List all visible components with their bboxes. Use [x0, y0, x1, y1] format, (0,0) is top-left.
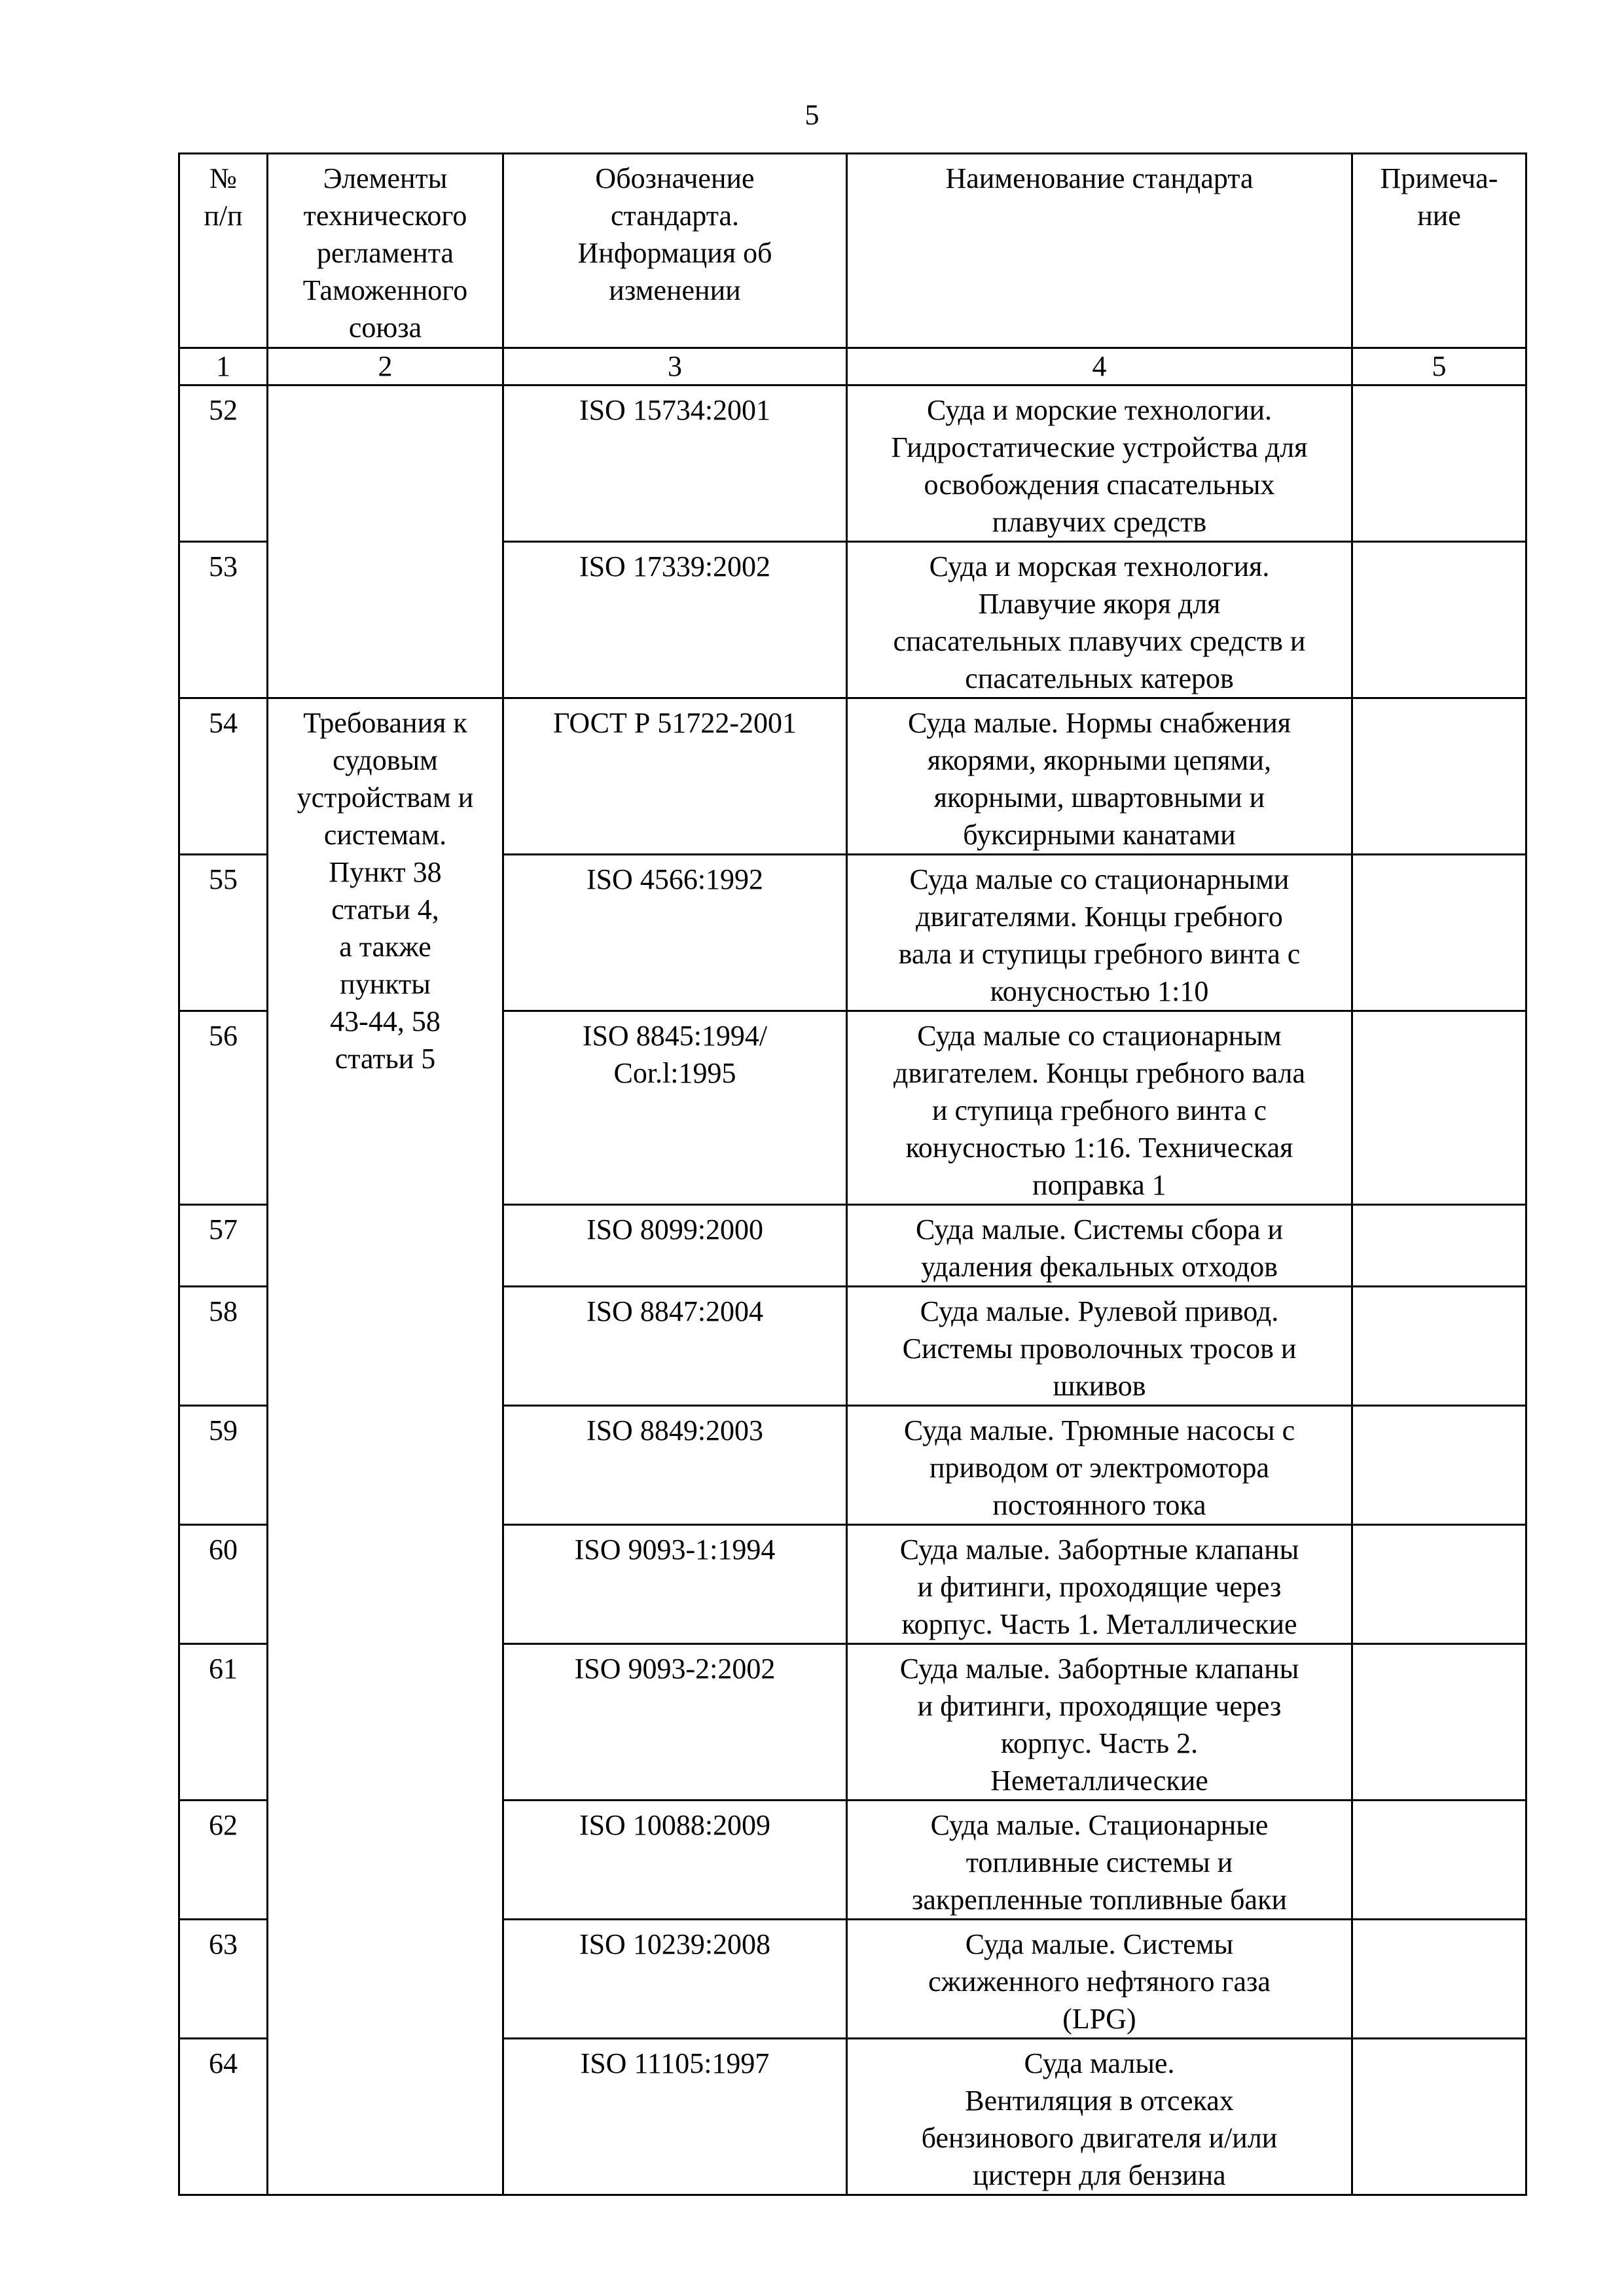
note-cell: [1352, 698, 1526, 855]
row-number: 57: [179, 1205, 268, 1287]
standard-designation: ISO 9093-1:1994: [503, 1525, 847, 1644]
table-row: [179, 386, 1526, 542]
note-cell: [1352, 1205, 1526, 1287]
table-header-row: [179, 154, 1526, 348]
column-number: 5: [1352, 348, 1526, 386]
header-standard-designation: Обозначение стандарта. Информация об изменении: [503, 154, 847, 348]
note-cell: [1352, 386, 1526, 542]
standard-name: Суда малые. Вентиляция в отсеках бензинового двигателя и/или цистерн для бензина: [847, 2039, 1352, 2195]
standard-designation: ISO 8099:2000: [503, 1205, 847, 1287]
row-number: 54: [179, 698, 268, 855]
header-number: № п/п: [179, 154, 268, 348]
standard-designation: ISO 4566:1992: [503, 855, 847, 1011]
note-cell: [1352, 1011, 1526, 1205]
row-number: 60: [179, 1525, 268, 1644]
standard-name: Суда малые. Системы сжиженного нефтяного газа (LPG): [847, 1920, 1352, 2039]
standard-designation: ISO 8847:2004: [503, 1287, 847, 1406]
row-number: 53: [179, 542, 268, 698]
standard-name: Суда малые. Забортные клапаны и фитинги, проходящие через корпус. Часть 1. Металлические: [847, 1525, 1352, 1644]
row-number: 52: [179, 386, 268, 542]
header-note: Примеча- ние: [1352, 154, 1526, 348]
row-number: 59: [179, 1406, 268, 1525]
row-number: 62: [179, 1801, 268, 1920]
standard-name: Суда малые. Забортные клапаны и фитинги, проходящие через корпус. Часть 2. Неметаллические: [847, 1644, 1352, 1801]
note-cell: [1352, 542, 1526, 698]
regulation-element-text: Требования к судовым устройствам и системам. Пункт 38 статьи 4, а также пункты 43-44, 58 статьи 5: [297, 707, 474, 1075]
row-number: 56: [179, 1011, 268, 1205]
table-row: [179, 698, 1526, 855]
row-number: 64: [179, 2039, 268, 2195]
standard-name: Суда и морские технологии. Гидростатические устройства для освобождения спасательных плавучих средств: [847, 386, 1352, 542]
standard-name: Суда малые. Системы сбора и удаления фекальных отходов: [847, 1205, 1352, 1287]
standard-designation: ISO 10239:2008: [503, 1920, 847, 2039]
standard-designation: ISO 11105:1997: [503, 2039, 847, 2195]
row-number: 61: [179, 1644, 268, 1801]
note-cell: [1352, 1406, 1526, 1525]
standard-name: Суда малые. Трюмные насосы с приводом от электромотора постоянного тока: [847, 1406, 1352, 1525]
standard-designation: ISO 17339:2002: [503, 542, 847, 698]
standard-name: Суда и морская технология. Плавучие якоря для спасательных плавучих средств и спасательных катеров: [847, 542, 1352, 698]
standard-name: Суда малые. Рулевой привод. Системы проволочных тросов и шкивов: [847, 1287, 1352, 1406]
note-cell: [1352, 855, 1526, 1011]
header-regulation-elements: Элементы технического регламента Таможенного союза: [268, 154, 503, 348]
note-cell: [1352, 1801, 1526, 1920]
column-number: 1: [179, 348, 268, 386]
standard-name: Суда малые. Нормы снабжения якорями, якорными цепями, якорными, швартовными и буксирными канатами: [847, 698, 1352, 855]
column-numbers-row: [179, 348, 1526, 386]
column-number: 4: [847, 348, 1352, 386]
row-number: 58: [179, 1287, 268, 1406]
header-standard-name: Наименование стандарта: [847, 154, 1352, 348]
standard-designation: ISO 9093-2:2002: [503, 1644, 847, 1801]
standard-name: Суда малые. Стационарные топливные системы и закрепленные топливные баки: [847, 1801, 1352, 1920]
page-number: 5: [804, 99, 820, 131]
regulation-element-cell: [268, 698, 503, 2195]
note-cell: [1352, 1644, 1526, 1801]
standards-table: [178, 152, 1527, 2196]
column-number: 2: [268, 348, 503, 386]
row-number: 55: [179, 855, 268, 1011]
standard-designation: ISO 8845:1994/ Cor.l:1995: [503, 1011, 847, 1205]
empty-element-cell: [268, 386, 503, 698]
standard-name: Суда малые со стационарными двигателями. Концы гребного вала и ступицы гребного винта с конусностью 1:10: [847, 855, 1352, 1011]
standard-name: Суда малые со стационарным двигателем. Концы гребного вала и ступица гребного винта с конусностью 1:16. Техническая поправка 1: [847, 1011, 1352, 1205]
standard-designation: ISO 10088:2009: [503, 1801, 847, 1920]
standard-designation: ISO 8849:2003: [503, 1406, 847, 1525]
standard-designation: ISO 15734:2001: [503, 386, 847, 542]
standard-designation: ГОСТ Р 51722-2001: [503, 698, 847, 855]
column-number: 3: [503, 348, 847, 386]
note-cell: [1352, 1920, 1526, 2039]
row-number: 63: [179, 1920, 268, 2039]
note-cell: [1352, 1287, 1526, 1406]
note-cell: [1352, 1525, 1526, 1644]
note-cell: [1352, 2039, 1526, 2195]
